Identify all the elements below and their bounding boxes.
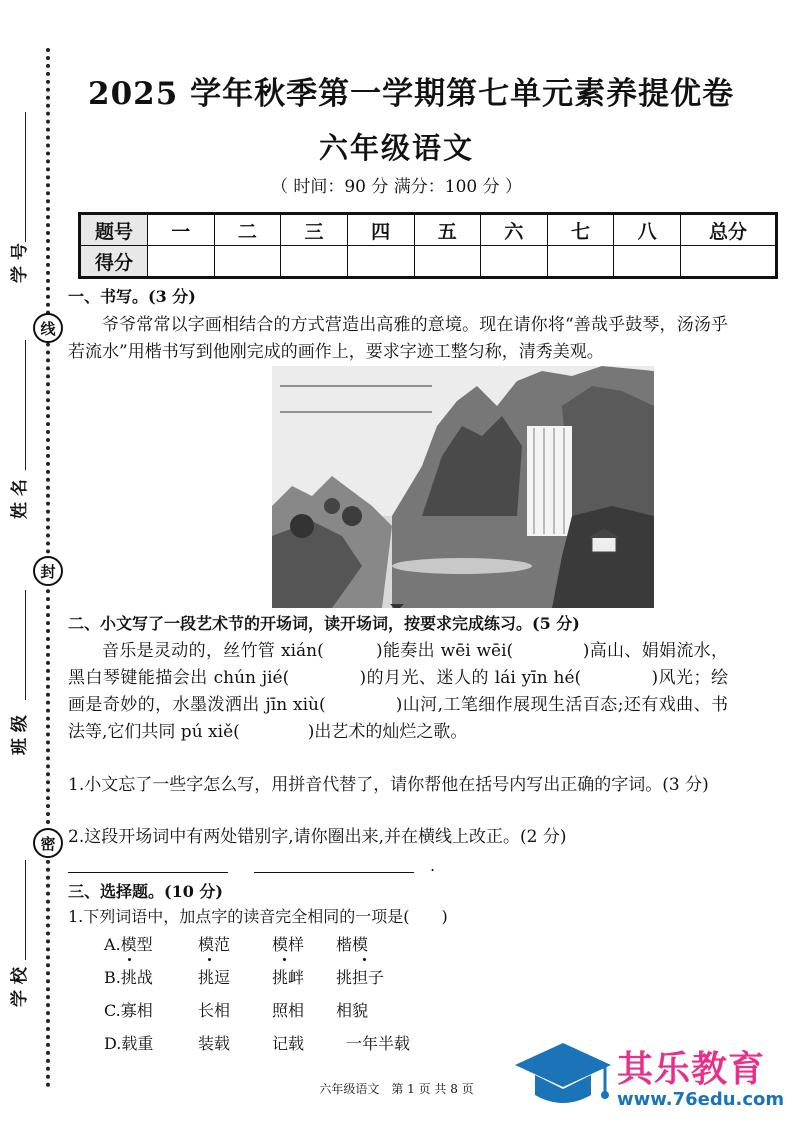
option-word: 照相 <box>272 1001 305 1020</box>
table-cell: 二 <box>214 214 281 246</box>
section1-text: 爷爷常常以字画相结合的方式营造出高雅的意境。现在请你将“善哉乎鼓琴，汤汤乎若流水”用楷书写到他刚完成的画作上，要求字迹工整匀称，清秀美观。 <box>68 315 728 362</box>
option-word: 挑逗 <box>198 968 231 987</box>
score-table-score-row <box>80 246 777 278</box>
emphasis-dot <box>283 958 286 961</box>
table-cell: 五 <box>414 214 481 246</box>
school-line <box>25 860 26 960</box>
score-entry-cell[interactable] <box>681 246 777 278</box>
option-word: 一年半载 <box>346 1034 411 1053</box>
table-cell: 四 <box>347 214 414 246</box>
name-line <box>25 340 26 470</box>
option-word: C.寡相 <box>104 1001 153 1020</box>
emphasis-dot <box>363 958 366 961</box>
school-label: 学 校 <box>10 967 30 1007</box>
table-cell: 总分 <box>681 214 777 246</box>
binding-seal-mark: 密 <box>33 828 63 858</box>
class-label: 班 级 <box>10 715 30 755</box>
score-entry-cell[interactable] <box>414 246 481 278</box>
option-word: 记载 <box>272 1034 305 1053</box>
option-word: 挑衅 <box>272 968 305 987</box>
option-word: 长相 <box>198 1001 231 1020</box>
option-word: A.模型 <box>104 935 153 954</box>
student-number-label: 学 号 <box>10 243 30 283</box>
table-cell: 七 <box>547 214 614 246</box>
option-word: 相貌 <box>336 1001 369 1020</box>
brand-url: www.76edu.com <box>617 1089 785 1110</box>
landscape-painting <box>272 366 654 608</box>
choice-option-a[interactable] <box>104 932 368 955</box>
table-cell: 八 <box>614 214 681 246</box>
score-entry-cell[interactable] <box>481 246 548 278</box>
section2-question-1: 1.小文忘了一些字怎么写，用拼音代替了，请你帮他在括号内写出正确的字词。(3 分) <box>68 775 709 795</box>
section1-heading: 一、书写。(3 分) <box>68 287 196 306</box>
section2-end-mark: . <box>430 856 436 875</box>
exam-title: 2025 学年秋季第一学期第七单元素养提优卷 <box>88 76 735 112</box>
score-entry-cell[interactable] <box>347 246 414 278</box>
graduation-cap-icon <box>513 1037 613 1113</box>
binding-seal-mark: 封 <box>33 556 63 586</box>
exam-subtitle: 六年级语文 <box>318 131 474 165</box>
section3-question-1: 1.下列词语中，加点字的读音完全相同的一项是( ) <box>68 907 448 926</box>
table-cell: 三 <box>281 214 348 246</box>
answer-blank-line[interactable] <box>254 872 414 873</box>
name-label: 姓 名 <box>10 479 30 519</box>
answer-blank-line[interactable] <box>68 872 228 873</box>
section2-question-2: 2.这段开场词中有两处错别字,请你圈出来,并在横线上改正。(2 分) <box>68 827 567 847</box>
option-word: 楷模 <box>336 935 369 954</box>
score-entry-cell[interactable] <box>614 246 681 278</box>
score-entry-cell[interactable] <box>281 246 348 278</box>
option-word: 挑担子 <box>336 968 385 987</box>
choice-option-c[interactable] <box>104 998 368 1021</box>
option-word: B.挑战 <box>104 968 153 987</box>
emphasis-dot <box>208 958 211 961</box>
table-cell: 六 <box>481 214 548 246</box>
exam-info: （ 时间：90 分 满分：100 分 ） <box>270 177 523 197</box>
table-cell: 一 <box>148 214 215 246</box>
score-table <box>78 212 778 279</box>
score-table-header-row <box>80 214 777 246</box>
binding-seal-mark: 线 <box>33 313 63 343</box>
section2-passage: 音乐是灵动的，丝竹管 xián( )能奏出 wēi wēi( )高山、娟娟流水，黑白琴键能描会出 chún jié( )的月光、迷人的 lái yīn hé( )风光；绘画是奇妙的，水墨泼洒出 jīn xiù( )山河,工笔细作展现生活百态;还有戏曲、书法等,它们共同 pú xiě( )出艺术的灿烂之歌。 <box>68 641 728 742</box>
brand-watermark <box>513 1037 789 1117</box>
page-footer: 六年级语文 第 1 页 共 8 页 <box>319 1082 474 1096</box>
choice-option-b[interactable] <box>104 965 384 988</box>
option-word: 模范 <box>198 935 231 954</box>
option-word: 装载 <box>198 1034 231 1053</box>
class-line <box>25 590 26 700</box>
emphasis-dot <box>128 958 131 961</box>
brand-name: 其乐教育 <box>617 1049 766 1090</box>
section2-heading: 二、小文写了一段艺术节的开场词，读开场词，按要求完成练习。(5 分) <box>68 614 580 633</box>
score-entry-cell[interactable] <box>148 246 215 278</box>
option-word: D.载重 <box>104 1034 154 1053</box>
option-word: 模样 <box>272 935 305 954</box>
section3-heading: 三、选择题。(10 分) <box>68 882 223 901</box>
score-entry-cell[interactable] <box>214 246 281 278</box>
choice-option-d[interactable] <box>104 1031 410 1054</box>
table-cell: 得分 <box>80 246 148 278</box>
table-cell: 题号 <box>80 214 148 246</box>
score-entry-cell[interactable] <box>547 246 614 278</box>
